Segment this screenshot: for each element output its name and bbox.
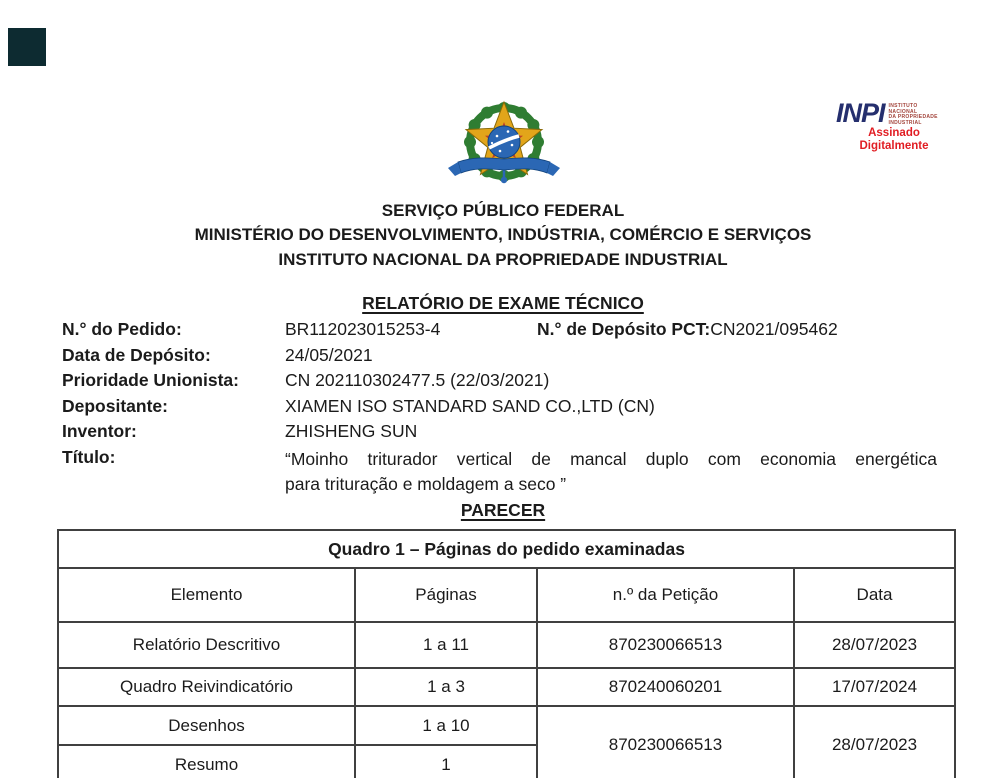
institute-line: NACIONAL — [888, 108, 918, 115]
field-row-pct — [537, 319, 838, 340]
cell-elemento: Quadro Reivindicatório — [58, 668, 355, 706]
field-row-inventor — [62, 421, 948, 447]
cell-data-merged: 28/07/2023 — [794, 706, 955, 778]
inpi-digital-signature-stamp — [836, 100, 966, 153]
table-row — [58, 706, 955, 745]
field-label: Data de Depósito: — [62, 344, 211, 365]
field-row-pedido — [62, 319, 948, 345]
column-header-data: Data — [794, 568, 955, 622]
field-value: CN2021/095462 — [710, 319, 838, 339]
table-caption-row — [58, 530, 955, 568]
examined-pages-table — [57, 529, 956, 778]
institute-line: DA PROPRIEDADE — [888, 114, 938, 120]
field-row-deposito — [62, 345, 948, 371]
field-value: BR112023015253-4 — [285, 319, 441, 339]
field-row-prioridade — [62, 370, 948, 396]
field-value: ZHISHENG SUN — [285, 421, 418, 441]
corner-mark — [8, 28, 46, 66]
letterhead-line2: MINISTÉRIO DO DESENVOLVIMENTO, INDÚSTRIA, COMÉRCIO E SERVIÇOS — [194, 225, 812, 245]
cell-paginas: 1 — [355, 745, 537, 778]
cell-paginas: 1 a 10 — [355, 706, 537, 745]
field-label: N.° do Pedido: — [62, 319, 182, 339]
cell-paginas: 1 a 3 — [355, 668, 537, 706]
cell-paginas: 1 a 11 — [355, 622, 537, 668]
field-row-depositante — [62, 396, 948, 422]
cell-peticao-merged: 870230066513 — [537, 706, 794, 778]
field-value-titulo — [285, 447, 937, 498]
cell-elemento: Relatório Descritivo — [58, 622, 355, 668]
letterhead — [0, 199, 1006, 272]
field-label: Inventor: — [62, 421, 137, 441]
table-row — [58, 668, 955, 706]
table-row — [58, 622, 955, 668]
institute-line: INDUSTRIAL — [888, 119, 922, 126]
letterhead-line1: SERVIÇO PÚBLICO FEDERAL — [381, 201, 625, 220]
column-header-elemento: Elemento — [58, 568, 355, 622]
field-value: XIAMEN ISO STANDARD SAND CO.,LTD (CN) — [285, 395, 655, 416]
titulo-line2: para trituração e moldagem a seco ” — [285, 474, 567, 494]
brazil-coat-of-arms-icon — [442, 96, 566, 198]
signed-line1: Assinado — [868, 127, 920, 139]
field-label: N.° de Depósito PCT: — [537, 319, 711, 339]
inpi-logo: INPI — [836, 98, 885, 128]
cell-data: 28/07/2023 — [794, 622, 955, 668]
field-value: 24/05/2021 — [285, 344, 373, 365]
column-header-paginas: Páginas — [355, 568, 537, 622]
signed-line2: Digitalmente — [859, 140, 929, 152]
field-label: Título: — [62, 446, 116, 467]
signed-digitally-label — [836, 127, 952, 153]
field-label: Depositante: — [62, 395, 168, 416]
titulo-line1: “Moinho triturador vertical de mancal duplo com economia energética — [285, 448, 937, 469]
cell-elemento: Resumo — [58, 745, 355, 778]
inpi-institute-name — [889, 104, 938, 126]
letterhead-line3: INSTITUTO NACIONAL DA PROPRIEDADE INDUSTRIAL — [278, 249, 728, 269]
field-row-titulo — [62, 447, 948, 498]
cell-data: 17/07/2024 — [794, 668, 955, 706]
field-label: Prioridade Unionista: — [62, 370, 239, 390]
application-fields — [62, 319, 948, 498]
cell-peticao: 870230066513 — [537, 622, 794, 668]
report-title: RELATÓRIO DE EXAME TÉCNICO — [362, 293, 644, 313]
section-title-parecer: PARECER — [460, 500, 546, 520]
table-caption: Quadro 1 – Páginas do pedido examinadas — [58, 530, 955, 568]
cell-elemento: Desenhos — [58, 706, 355, 745]
table-header-row — [58, 568, 955, 622]
field-value: CN 202110302477.5 (22/03/2021) — [285, 370, 550, 390]
institute-line: INSTITUTO — [888, 103, 918, 109]
cell-peticao: 870240060201 — [537, 668, 794, 706]
column-header-peticao: n.º da Petição — [537, 568, 794, 622]
